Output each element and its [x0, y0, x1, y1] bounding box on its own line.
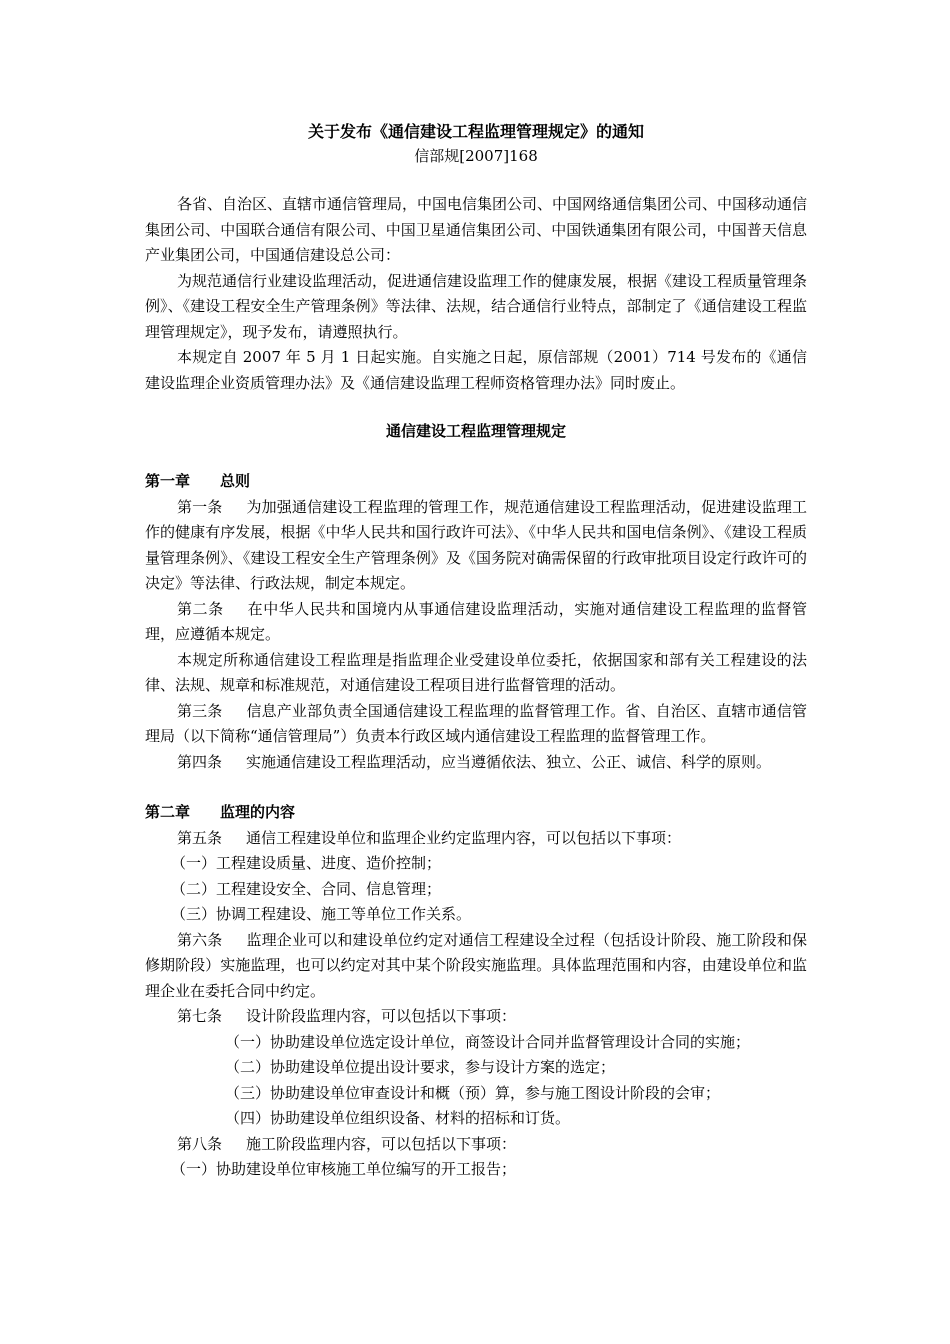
list-item: （四）协助建设单位组织设备、材料的招标和订货。	[225, 1109, 571, 1127]
notice-title: 关于发布《通信建设工程监理管理规定》的通知	[307, 122, 644, 141]
document-page	[145, 120, 807, 1183]
list-item: （一）工程建设质量、进度、造价控制；	[171, 854, 442, 872]
article-4	[145, 750, 807, 776]
article-2-paragraph-2: 本规定所称通信建设工程监理是指监理企业受建设单位委托，依据国家和部有关工程建设的法律、法规、规章和标准规范，对通信建设工程项目进行监督管理的活动。	[145, 650, 807, 694]
notice-body: 为规范通信行业建设监理活动，促进通信建设监理工作的健康发展，根据《建设工程质量管理条例》、《建设工程安全生产管理条例》等法律、法规，结合通信行业特点，部制定了《通信建设工程监理管理规定》，现予发布，请遵照执行。	[145, 271, 808, 341]
chapter-2-heading: 第二章 监理的内容	[145, 803, 296, 821]
list-item: （一）协助建设单位选定设计单位，商签设计合同并监督管理设计合同的实施；	[225, 1032, 751, 1051]
article-1	[145, 495, 807, 597]
article-text: 为加强通信建设工程监理的管理工作，规范通信建设工程监理活动，促进建设监理工作的健康有序发展，根据《中华人民共和国行政许可法》、《中华人民共和国电信条例》、《建设工程质量管理条例》、《建设工程安全生产管理条例》及《国务院对确需保留的行政审批项目设定行政许可的决定》等法律、行政法规，制定本规定。	[145, 497, 807, 592]
notice-addressees: 各省、自治区、直辖市通信管理局，中国电信集团公司、中国网络通信集团公司、中国移动通信集团公司、中国联合通信有限公司、中国卫星通信集团公司、中国铁通集团有限公司，中国普天信息产业集团公司，中国通信建设总公司：	[145, 195, 808, 264]
article-5	[145, 826, 807, 852]
article-label: 第七条	[177, 1007, 223, 1025]
article-text: 监理企业可以和建设单位约定对通信工程建设全过程（包括设计阶段、施工阶段和保修期阶段）实施监理，也可以约定对其中某个阶段实施监理。具体监理范围和内容，由建设单位和监理企业在委托合同中约定。	[145, 930, 807, 1000]
document-number: 信部规[2007]168	[414, 147, 538, 165]
article-label: 第八条	[177, 1134, 223, 1153]
article-text: 通信工程建设单位和监理企业约定监理内容，可以包括以下事项：	[246, 828, 682, 847]
article-2	[145, 597, 807, 648]
list-item: （二）协助建设单位提出设计要求，参与设计方案的选定；	[225, 1058, 616, 1076]
article-7	[145, 1004, 807, 1030]
article-8	[145, 1132, 807, 1158]
spacer	[145, 775, 807, 800]
chapter-1-heading: 第一章 总则	[145, 472, 251, 490]
article-label: 第四条	[177, 752, 223, 771]
list-item: （三）协调工程建设、施工等单位工作关系。	[171, 905, 472, 923]
article-text: 实施通信建设工程监理活动，应当遵循依法、独立、公正、诚信、科学的原则。	[246, 752, 772, 771]
article-text: 施工阶段监理内容，可以包括以下事项：	[246, 1134, 517, 1153]
article-label: 第五条	[177, 828, 223, 847]
article-text: 设计阶段监理内容，可以包括以下事项：	[246, 1007, 517, 1025]
list-item: （二）工程建设安全、合同、信息管理；	[171, 879, 442, 898]
regulation-title: 通信建设工程监理管理规定	[385, 422, 566, 440]
article-label: 第一条	[177, 497, 223, 516]
article-label: 第三条	[177, 701, 223, 720]
list-item: （三）协助建设单位审查设计和概（预）算，参与施工图设计阶段的会审；	[225, 1083, 721, 1102]
article-text: 在中华人民共和国境内从事通信建设监理活动，实施对通信建设工程监理的监督管理，应遵循本规定。	[145, 599, 807, 643]
article-text: 信息产业部负责全国通信建设工程监理的监督管理工作。省、自治区、直辖市通信管理局（以下简称“通信管理局”）负责本行政区域内通信建设工程监理的监督管理工作。	[145, 701, 807, 745]
notice-effective-date: 本规定自 2007 年 5 月 1 日起实施。自实施之日起，原信部规（2001）714 号发布的《通信建设监理企业资质管理办法》及《通信建设监理工程师资格管理办法》同时废止。	[145, 348, 807, 392]
article-3	[145, 699, 807, 750]
article-6	[145, 928, 807, 1005]
article-label: 第二条	[177, 599, 224, 618]
article-label: 第六条	[177, 930, 223, 949]
list-item: （一）协助建设单位审核施工单位编写的开工报告；	[171, 1160, 517, 1178]
